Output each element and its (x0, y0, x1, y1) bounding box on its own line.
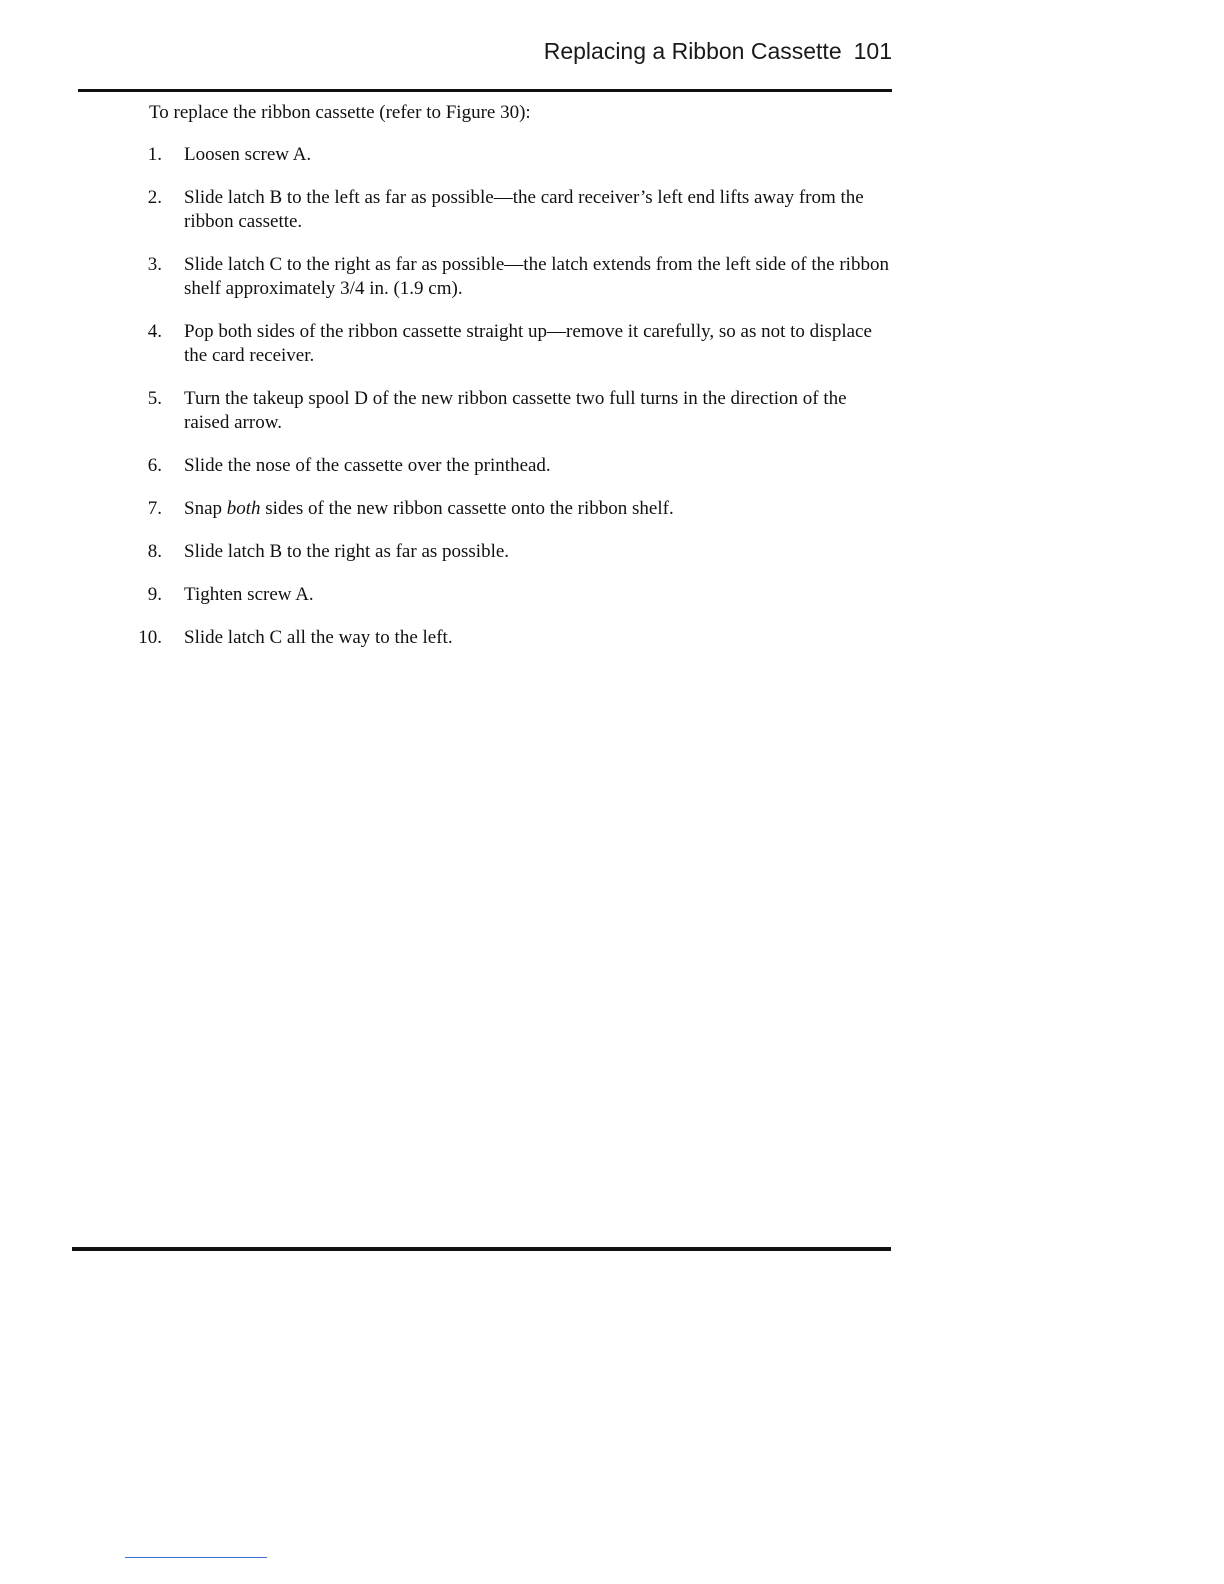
footer-rule (72, 1247, 891, 1251)
intro-paragraph: To replace the ribbon cassette (refer to Figure 30): (149, 102, 531, 123)
step-6 (134, 454, 894, 478)
step-text: Loosen screw A. (184, 144, 312, 165)
procedure-steps (134, 143, 894, 650)
step-number: 8. (147, 541, 162, 562)
step-text: Pop both sides of the ribbon cassette straight up—remove it carefully, so as not to displace the card receiver. (184, 321, 872, 366)
page-number: 101 (853, 38, 892, 64)
step-number: 1. (147, 144, 162, 165)
step-text (184, 497, 894, 521)
step-4 (134, 320, 894, 368)
step-7 (134, 497, 894, 521)
step-9 (134, 583, 894, 607)
step-text-post: sides of the new ribbon cassette onto the ribbon shelf. (260, 498, 674, 519)
step-number: 9. (147, 584, 162, 605)
step-text-pre: Snap (184, 498, 227, 519)
step-10 (134, 626, 894, 650)
step-number: 6. (147, 455, 162, 476)
running-head (544, 38, 892, 65)
step-1 (134, 143, 894, 167)
step-3 (134, 253, 894, 301)
header-rule (78, 89, 892, 92)
step-5 (134, 387, 894, 435)
step-text: Tighten screw A. (184, 584, 314, 605)
step-text: Slide latch B to the left as far as possible—the card receiver’s left end lifts away from the ribbon cassette. (184, 187, 864, 232)
step-text: Slide latch B to the right as far as possible. (184, 541, 510, 562)
step-2 (134, 186, 894, 234)
step-text: Slide the nose of the cassette over the printhead. (184, 455, 551, 476)
step-number: 3. (147, 254, 162, 275)
step-number: 10. (138, 627, 162, 648)
step-number: 4. (147, 321, 162, 342)
emphasis-text: both (226, 498, 261, 519)
page-body (134, 101, 894, 669)
step-number: 2. (147, 187, 162, 208)
page-edge-mark (125, 1557, 267, 1558)
step-number: 7. (147, 498, 162, 519)
step-text: Slide latch C all the way to the left. (184, 627, 453, 648)
step-text: Slide latch C to the right as far as possible—the latch extends from the left side of the ribbon shelf approximately 3/4 in. (1.9 cm). (184, 254, 889, 299)
step-text: Turn the takeup spool D of the new ribbon cassette two full turns in the direction of the raised arrow. (184, 388, 847, 433)
step-number: 5. (147, 388, 162, 409)
step-8 (134, 540, 894, 564)
header-title: Replacing a Ribbon Cassette (543, 38, 842, 64)
